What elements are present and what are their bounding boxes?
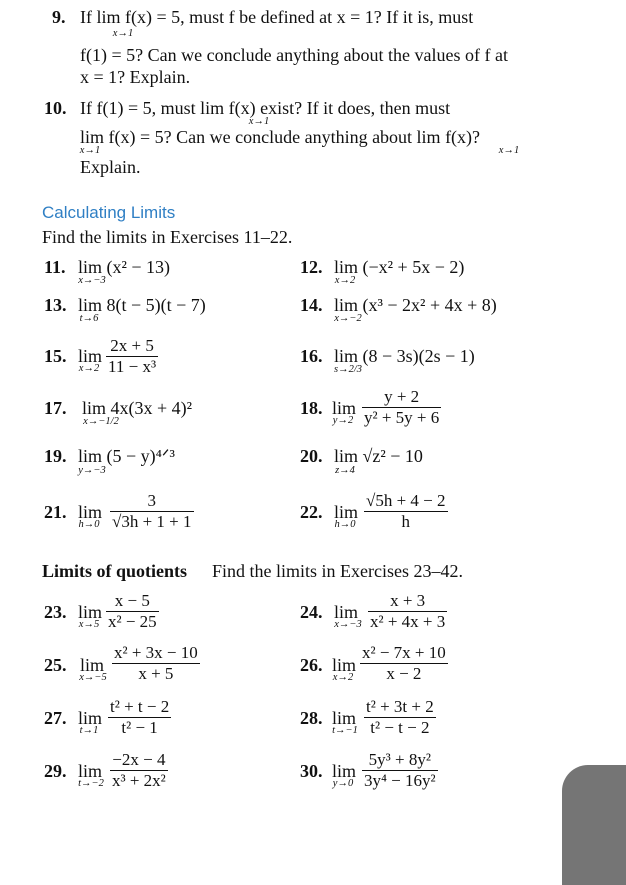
exercise-21-number: 21.	[44, 502, 67, 522]
exercise-28-numerator: t² + 3t + 2	[366, 697, 434, 716]
exercise-21-lim: lim	[78, 502, 103, 522]
exercise-23-denominator: x² − 25	[108, 612, 157, 631]
exercise-26-lim: lim	[332, 655, 357, 675]
section-title-calculating-limits: Calculating Limits	[42, 203, 176, 222]
exercise-30-lim: lim	[332, 761, 357, 781]
exercise-11-number: 11.	[44, 257, 66, 277]
exercise-30-fraction	[362, 750, 438, 791]
exercise-26-subscript: x→2	[332, 672, 354, 683]
exercise-26-denominator: x − 2	[360, 663, 448, 684]
exercise-27-lim: lim	[78, 708, 103, 728]
exercise-13-number: 13.	[44, 295, 67, 315]
exercise-28-subscript: t→−1	[332, 725, 358, 736]
section-title-limits-of-quotients: Limits of quotients	[42, 561, 188, 581]
q10-lim-subscript-3: x→1	[498, 145, 520, 156]
exercise-18-number: 18.	[300, 398, 323, 418]
exercise-25-number: 25.	[44, 655, 67, 675]
exercise-18-lim: lim	[332, 398, 357, 418]
q10-line2: lim f(x) = 5? Can we conclude anything about lim f(x)?	[80, 127, 481, 147]
exercise-29-number: 29.	[44, 761, 67, 781]
exercise-12-subscript: x→2	[334, 275, 356, 286]
exercise-25-fraction	[112, 643, 200, 684]
exercise-14-expression: lim (x³ − 2x² + 4x + 8)	[334, 295, 497, 315]
q10-lim-subscript-1: x→1	[248, 116, 270, 127]
exercise-15-denominator: 11 − x³	[108, 357, 157, 376]
q9-line3: x = 1? Explain.	[80, 67, 191, 87]
exercise-19-expression: lim (5 − y)⁴ᐟ³	[78, 446, 175, 466]
exercise-14-subscript: x→−2	[334, 313, 362, 324]
exercise-29-fraction	[110, 750, 168, 791]
exercise-29-subscript: t→−2	[78, 778, 104, 789]
exercise-23-subscript: x→5	[78, 619, 100, 630]
exercise-24-denominator: x² + 4x + 3	[370, 612, 446, 631]
exercise-19-number: 19.	[44, 446, 67, 466]
exercise-27-subscript: t→1	[79, 725, 99, 736]
exercise-14-number: 14.	[300, 295, 323, 315]
exercise-27-denominator: t² − 1	[108, 717, 171, 738]
exercise-11-subscript: x→−3	[78, 275, 106, 286]
exercise-24-number: 24.	[300, 602, 323, 622]
q10-number: 10.	[44, 98, 67, 118]
exercise-17-expression: lim 4x(3x + 4)²	[82, 398, 193, 418]
exercise-23-lim: lim	[78, 602, 103, 622]
exercise-11-expression: lim (x² − 13)	[78, 257, 171, 277]
exercise-22-numerator: √5h + 4 − 2	[366, 491, 446, 510]
exercise-12-number: 12.	[300, 257, 323, 277]
exercise-15-subscript: x→2	[78, 363, 100, 374]
exercise-28-number: 28.	[300, 708, 323, 728]
exercise-23-fraction	[106, 591, 159, 632]
q10-lim-subscript-2: x→1	[79, 145, 101, 156]
exercise-24-fraction	[368, 591, 447, 632]
exercise-27-fraction	[108, 697, 171, 738]
q10-line1: If f(1) = 5, must lim f(x) exist? If it does, then must	[80, 98, 451, 118]
q9-number: 9.	[52, 7, 66, 27]
exercise-22-number: 22.	[300, 502, 323, 522]
exercise-24-lim: lim	[334, 602, 359, 622]
section-instructions-23-42: Find the limits in Exercises 23–42.	[212, 561, 463, 581]
exercise-25-numerator: x² + 3x − 10	[114, 643, 198, 662]
exercise-17-number: 17.	[44, 398, 67, 418]
q9-line2: f(1) = 5? Can we conclude anything about the values of f at	[80, 45, 509, 65]
exercise-23-number: 23.	[44, 602, 67, 622]
exercise-15-fraction	[106, 336, 158, 377]
section-instructions-11-22: Find the limits in Exercises 11–22.	[42, 227, 293, 247]
exercise-16-subscript: s→2/3	[333, 364, 362, 375]
exercise-21-denominator: √3h + 1 + 1	[112, 512, 192, 531]
exercise-28-lim: lim	[332, 708, 357, 728]
exercise-26-numerator: x² − 7x + 10	[362, 643, 446, 662]
exercise-26-fraction	[360, 643, 448, 684]
exercise-25-denominator: x + 5	[112, 663, 200, 684]
exercise-23-numerator: x − 5	[114, 591, 150, 610]
exercise-16-number: 16.	[300, 346, 323, 366]
exercise-28-fraction	[364, 697, 436, 738]
exercise-20-expression: lim √z² − 10	[334, 446, 423, 466]
exercise-18-fraction	[362, 387, 441, 428]
exercise-22-subscript: h→0	[334, 519, 356, 530]
exercise-15-numerator: 2x + 5	[110, 336, 154, 355]
exercise-22-fraction	[364, 491, 448, 532]
exercise-12-expression: lim (−x² + 5x − 2)	[334, 257, 465, 277]
exercise-21-numerator: 3	[147, 491, 156, 510]
exercise-13-subscript: t→6	[79, 313, 99, 324]
exercise-20-number: 20.	[300, 446, 323, 466]
exercise-29-numerator: −2x − 4	[112, 750, 166, 769]
exercise-24-numerator: x + 3	[390, 591, 426, 610]
exercise-15-number: 15.	[44, 346, 67, 366]
exercise-20-subscript: z→4	[335, 465, 355, 476]
q10-line3: Explain.	[80, 157, 141, 177]
corner-tab	[562, 765, 626, 885]
exercise-30-subscript: y→0	[332, 778, 354, 789]
exercise-13-expression: lim 8(t − 5)(t − 7)	[78, 295, 206, 315]
q9-lim-subscript: x→1	[112, 28, 134, 39]
exercise-29-denominator: x³ + 2x²	[112, 771, 166, 790]
exercise-18-subscript: y→2	[332, 415, 354, 426]
q9-line1: If lim f(x) = 5, must f be defined at x = 1? If it is, must	[80, 7, 474, 27]
exercise-27-number: 27.	[44, 708, 67, 728]
exercise-30-denominator: 3y⁴ − 16y²	[364, 771, 436, 790]
exercise-26-number: 26.	[300, 655, 323, 675]
exercise-21-fraction	[110, 491, 194, 532]
exercise-24-subscript: x→−3	[334, 619, 362, 630]
exercise-22-lim: lim	[334, 502, 359, 522]
exercise-30-numerator: 5y³ + 8y²	[368, 750, 431, 769]
exercise-25-subscript: x→−5	[79, 672, 107, 683]
exercise-25-lim: lim	[80, 655, 105, 675]
exercise-29-lim: lim	[78, 761, 103, 781]
exercise-21-subscript: h→0	[78, 519, 100, 530]
exercise-28-denominator: t² − t − 2	[364, 717, 436, 738]
exercise-22-denominator: h	[364, 511, 448, 532]
exercise-30-number: 30.	[300, 761, 323, 781]
exercise-15-lim: lim	[78, 346, 103, 366]
exercise-17-subscript: x→−1/2	[83, 416, 119, 427]
exercise-19-subscript: y→−3	[78, 465, 106, 476]
exercise-16-expression: lim (8 − 3s)(2s − 1)	[334, 346, 475, 366]
exercise-18-denominator: y² + 5y + 6	[364, 408, 440, 427]
exercise-18-numerator: y + 2	[384, 387, 420, 406]
exercise-27-numerator: t² + t − 2	[110, 697, 170, 716]
